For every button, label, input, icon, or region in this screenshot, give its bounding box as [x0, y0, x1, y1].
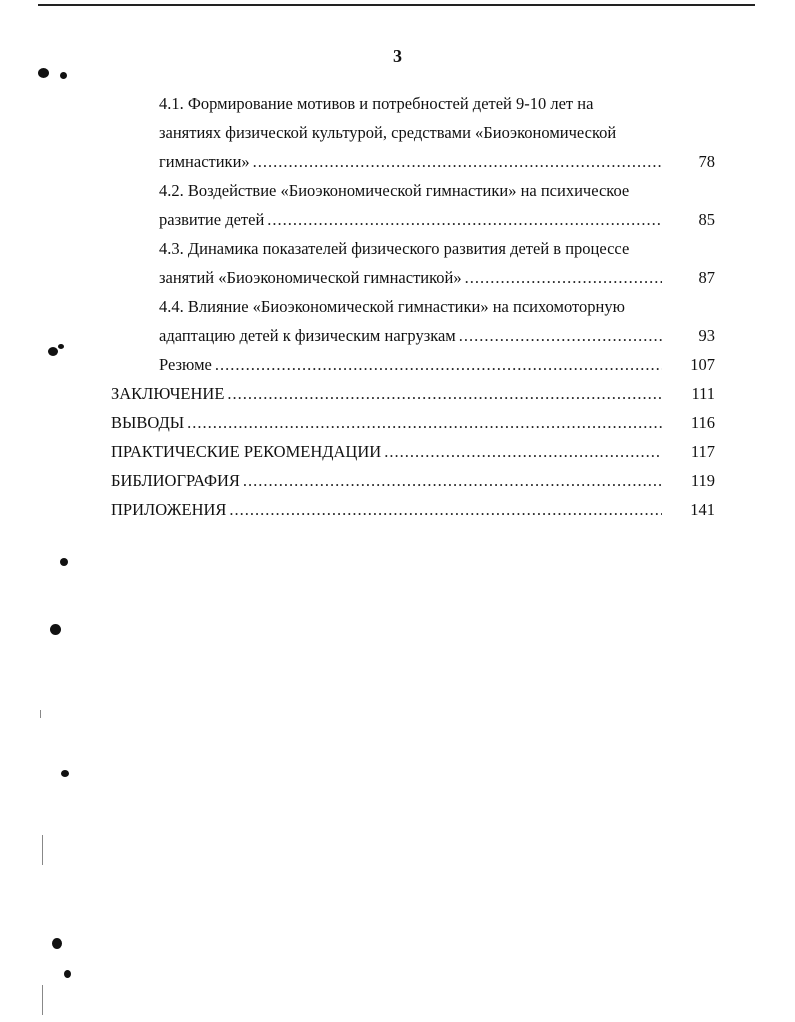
top-border-line [38, 4, 755, 6]
scan-speck [42, 835, 43, 865]
toc-entry-4-3-line-1: 4.3. Динамика показателей физического развития детей в процессе [159, 239, 630, 258]
dot-leader [465, 268, 662, 288]
toc-entry-recommendations-title: ПРАКТИЧЕСКИЕ РЕКОМЕНДАЦИИ [111, 442, 382, 461]
toc-page-ref-4-3: 87 [698, 268, 715, 287]
toc-page-ref-4-1: 78 [698, 152, 715, 171]
toc-page-ref-appendices: 141 [690, 500, 715, 519]
binding-hole-mark [48, 347, 58, 356]
toc-page-ref-bibliography: 119 [690, 471, 715, 490]
toc-entry-findings-title: ВЫВОДЫ [111, 413, 185, 432]
scan-speck [40, 710, 41, 718]
toc-entry-4-3-line-2 [159, 268, 662, 288]
dot-leader [229, 500, 662, 520]
toc-page-ref-conclusion: 111 [691, 384, 715, 403]
binding-hole-mark [60, 558, 68, 566]
page-number: 3 [393, 46, 402, 66]
toc-entry-summary [159, 355, 662, 375]
dot-leader [253, 152, 662, 172]
dot-leader [459, 326, 662, 346]
toc-entry-4-1-line-3 [159, 152, 662, 172]
toc-entry-4-2-line-1: 4.2. Воздействие «Биоэкономической гимнастики» на психическое [159, 181, 630, 200]
binding-hole-mark [52, 938, 62, 949]
dot-leader [267, 210, 662, 230]
toc-entry-conclusion [111, 384, 662, 404]
toc-entry-4-2-line-2 [159, 210, 662, 230]
toc-entry-4-3-title-end: занятий «Биоэкономической гимнастикой» [159, 268, 462, 287]
toc-entry-4-1-line-2: занятиях физической культурой, средствами «Биоэкономической [159, 123, 617, 142]
toc-entry-4-1-title-end: гимнастики» [159, 152, 250, 171]
binding-hole-mark [60, 72, 67, 79]
toc-entry-bibliography [111, 471, 662, 491]
toc-entry-recommendations [111, 442, 662, 462]
toc-page-ref-4-2: 85 [698, 210, 715, 229]
scan-speck [42, 985, 43, 1015]
toc-entry-appendices-title: ПРИЛОЖЕНИЯ [111, 500, 227, 519]
binding-hole-mark [58, 344, 64, 349]
binding-hole-mark [50, 624, 61, 635]
toc-page-ref-recommendations: 117 [690, 442, 715, 461]
dot-leader [187, 413, 662, 433]
binding-hole-mark [61, 770, 69, 777]
dot-leader [215, 355, 662, 375]
toc-entry-4-4-line-1: 4.4. Влияние «Биоэкономической гимнастики» на психомоторную [159, 297, 625, 316]
toc-entry-4-2-title-end: развитие детей [159, 210, 265, 229]
toc-entry-conclusion-title: ЗАКЛЮЧЕНИЕ [111, 384, 225, 403]
toc-entry-4-4-line-2 [159, 326, 662, 346]
toc-entry-findings [111, 413, 662, 433]
dot-leader [243, 471, 662, 491]
toc-entry-bibliography-title: БИБЛИОГРАФИЯ [111, 471, 240, 490]
toc-page-ref-summary: 107 [690, 355, 715, 374]
binding-hole-mark [64, 970, 71, 978]
toc-page-ref-findings: 116 [690, 413, 715, 432]
toc-entry-summary-title: Резюме [159, 355, 212, 374]
toc-entry-4-4-title-end: адаптацию детей к физическим нагрузкам [159, 326, 456, 345]
dot-leader [384, 442, 662, 462]
binding-hole-mark [38, 68, 49, 78]
dot-leader [227, 384, 662, 404]
toc-entry-appendices [111, 500, 662, 520]
toc-entry-4-1-line-1: 4.1. Формирование мотивов и потребностей детей 9-10 лет на [159, 94, 594, 113]
toc-page-ref-4-4: 93 [698, 326, 715, 345]
